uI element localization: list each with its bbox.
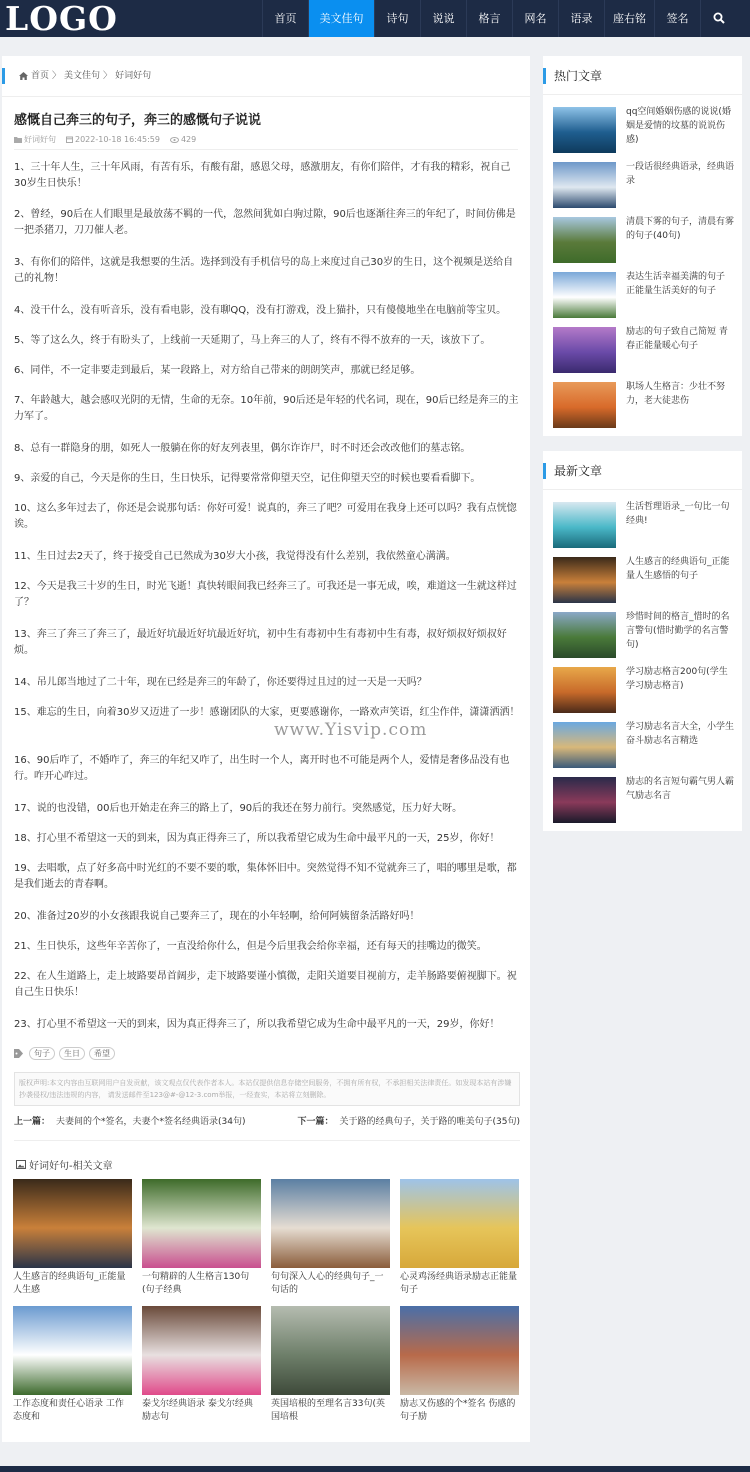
- footer-bar: [0, 1466, 750, 1472]
- latest-article-title[interactable]: 学习励志格言200句(学生学习励志格言): [626, 667, 728, 691]
- hot-article-title[interactable]: qq空间婚姻伤感的说说(婚姻是爱情的坟墓的说说伤感): [626, 107, 731, 145]
- hot-article-thumb[interactable]: [553, 107, 616, 153]
- paragraph: 11、生日过去2天了，终于接受自己已然成为30岁大小孩，我觉得没有什么差别，我依然童心满满。: [14, 551, 456, 562]
- hot-article-item[interactable]: [553, 217, 733, 263]
- next-label: 下一篇：: [297, 1117, 334, 1127]
- related-article-card[interactable]: [13, 1179, 132, 1297]
- paragraph: 1、三十年人生，三十年风雨，有苦有乐，有酸有甜，感恩父母，感激朋友，有你们陪伴，才有我的精彩，祝自己30岁生日快乐！: [14, 162, 511, 189]
- nav-item-meiwen[interactable]: 美文佳句: [308, 0, 374, 37]
- meta-views: [170, 135, 196, 144]
- latest-article-item[interactable]: [553, 777, 733, 823]
- watermark-text: www.Yisvip.com: [274, 720, 428, 740]
- latest-article-thumb[interactable]: [553, 612, 616, 658]
- paragraph: 6、同伴，不一定非要走到最后，某一段路上，对方给自己带来的朗朗笑声，那就已经足够。: [14, 365, 421, 376]
- related-article-title[interactable]: 励志又伤感的个*签名 伤感的句子励: [400, 1399, 516, 1422]
- paragraph: 4、没干什么，没有听音乐，没有看电影，没有聊QQ，没有打游戏，没上猫扑，只有傻傻地坐在电脑前等宝贝。: [14, 305, 507, 316]
- latest-article-item[interactable]: [553, 667, 733, 713]
- next-title: 关于路的经典句子，关于路的唯美句子(35句): [339, 1117, 520, 1127]
- latest-articles-title: 最新文章: [543, 463, 602, 479]
- article-container: [2, 56, 530, 1442]
- related-article-title[interactable]: 人生感言的经典语句_正能量人生感: [13, 1272, 126, 1295]
- breadcrumb-subcategory[interactable]: 好词好句: [115, 71, 152, 81]
- breadcrumb-separator: 〉: [103, 71, 113, 81]
- hot-article-thumb[interactable]: [553, 327, 616, 373]
- prev-article-link[interactable]: [14, 1114, 246, 1127]
- search-button[interactable]: [700, 0, 737, 37]
- latest-article-title[interactable]: 学习励志名言大全，小学生奋斗励志名言精选: [626, 722, 735, 746]
- hot-article-thumb[interactable]: [553, 162, 616, 208]
- related-article-image[interactable]: [13, 1179, 132, 1268]
- related-article-title[interactable]: 泰戈尔经典语录 泰戈尔经典励志句: [142, 1399, 253, 1422]
- paragraph: 13、奔三了奔三了奔三了，最近好坑最近好坑最近好坑，初中生有毒初中生有毒初中生有毒，叔好烦叔好烦叔好烦。: [14, 629, 507, 656]
- paragraph: 21、生日快乐，这些年辛苦你了，一直没给你什么，但是今后里我会给你幸福，还有每天的挂嘴边的微笑。: [14, 941, 487, 952]
- hot-article-item[interactable]: [553, 272, 733, 318]
- latest-article-title[interactable]: 生活哲理语录_一句比一句经典!: [626, 502, 730, 526]
- latest-article-title[interactable]: 珍惜时间的格言_惜时的名言警句(惜时勤学的名言警句): [626, 612, 730, 650]
- related-article-card[interactable]: [271, 1179, 390, 1297]
- paragraph: 3、有你们的陪伴，这就是我想要的生活。选择到没有手机信号的岛上来度过自己30岁的生日，这个视频是送给自己的礼物！: [14, 257, 514, 284]
- latest-article-thumb[interactable]: [553, 722, 616, 768]
- divider: [543, 489, 742, 490]
- divider: [14, 149, 518, 150]
- related-article-image[interactable]: [271, 1179, 390, 1268]
- divider: [14, 1140, 520, 1141]
- related-article-image[interactable]: [142, 1306, 261, 1395]
- paragraph: 16、90后咋了，不婚咋了，奔三的年纪又咋了，出生时一个人，离开时也不可能是两个人，爱情是奢侈品没有也行。咋开心咋过。: [14, 755, 510, 782]
- related-section-title: [16, 1157, 113, 1172]
- breadcrumb-home[interactable]: 首页: [31, 71, 50, 81]
- related-article-card[interactable]: [13, 1306, 132, 1424]
- meta-category[interactable]: [14, 134, 56, 145]
- paragraph: 22、在人生道路上，走上坡路要昂首阔步，走下坡路要谨小慎微，走阳关道要目视前方，走羊肠路要俯视脚下。祝自己生日快乐！: [14, 971, 517, 998]
- tag-item[interactable]: 希望: [89, 1047, 115, 1060]
- hot-article-item[interactable]: [553, 327, 733, 373]
- latest-article-thumb[interactable]: [553, 777, 616, 823]
- related-article-title[interactable]: 句句深入人心的经典句子_一句话的: [271, 1272, 384, 1295]
- paragraph: 10、这么多年过去了，你还是会说那句话：你好可爱！说真的，奔三了吧？可爱用在我身上还可以吗？我有点恍惚诶。: [14, 503, 517, 530]
- related-article-card[interactable]: [400, 1306, 519, 1424]
- latest-article-item[interactable]: [553, 557, 733, 603]
- search-icon: [713, 12, 725, 24]
- related-article-card[interactable]: [142, 1179, 261, 1297]
- paragraph: 23、打心里不希望这一天的到来，因为真正得奔三了，所以我希望它成为生命中最平凡的一天，29岁，你好！: [14, 1019, 500, 1030]
- paragraph: 15、难忘的生日，向着30岁又迈进了一步！感谢团队的大家，更要感谢你，一路欢声笑语，红尘作伴，潇潇洒洒！: [14, 707, 520, 718]
- paragraph: 12、今天是我三十岁的生日，时光飞逝！真快转眼间我已经奔三了。可我还是一事无成，唉，难道这一生就这样过了？: [14, 581, 517, 608]
- latest-article-title[interactable]: 人生感言的经典语句_正能量人生感悟的句子: [626, 557, 730, 581]
- related-article-image[interactable]: [13, 1306, 132, 1395]
- hot-article-item[interactable]: [553, 162, 733, 208]
- related-article-title[interactable]: 英国培根的至理名言33句(英国培根: [271, 1399, 385, 1422]
- related-article-image[interactable]: [271, 1306, 390, 1395]
- article-meta: [14, 134, 206, 145]
- paragraph: 8、总有一群隐身的朋，如死人一般躺在你的好友列表里，偶尔诈诈尸，时不时还会改改他们的墓志铭。: [14, 443, 471, 454]
- latest-article-item[interactable]: [553, 612, 733, 658]
- hot-articles-widget: [543, 56, 742, 436]
- latest-article-item[interactable]: [553, 502, 733, 548]
- hot-article-thumb[interactable]: [553, 217, 616, 263]
- nav-item-talk[interactable]: 说说: [420, 0, 466, 37]
- prev-title: 夫妻间的个*签名，夫妻个*签名经典语录(34句): [56, 1117, 246, 1127]
- paragraph: 2、曾经，90后在人们眼里是最放荡不羁的一代，忽然间犹如白驹过隙，90后也逐渐往奔三的年纪了，时间仿佛是一把杀猪刀，刀刀催人老。: [14, 209, 516, 236]
- latest-articles-widget: [543, 451, 742, 831]
- related-article-image[interactable]: [400, 1306, 519, 1395]
- nav-item-poems[interactable]: 诗句: [374, 0, 420, 37]
- site-logo[interactable]: LOGO: [5, 0, 118, 38]
- prev-label: 上一篇：: [14, 1117, 51, 1127]
- related-article-card[interactable]: [400, 1179, 519, 1297]
- paragraph: 17、说的也没错，00后也开始走在奔三的路上了，90后的我还在努力前行。突然感觉，压力好大呀。: [14, 803, 463, 814]
- hot-article-item[interactable]: [553, 382, 733, 428]
- latest-article-thumb[interactable]: [553, 557, 616, 603]
- folder-icon: [14, 136, 22, 143]
- breadcrumb-category[interactable]: 美文佳句: [64, 71, 101, 81]
- related-article-title[interactable]: 心灵鸡汤经典语录励志正能量句子: [400, 1272, 518, 1295]
- breadcrumb-separator: 〉: [52, 71, 62, 81]
- related-title-text: 好词好句-相关文章: [29, 1161, 113, 1172]
- hot-article-thumb[interactable]: [553, 382, 616, 428]
- nav-item-mottos[interactable]: 座右铭: [604, 0, 654, 37]
- tag-icon: [14, 1049, 25, 1058]
- next-article-link[interactable]: [298, 1114, 521, 1127]
- nav-item-nicknames[interactable]: 网名: [512, 0, 558, 37]
- hot-article-item[interactable]: [553, 107, 733, 153]
- main-nav: [262, 0, 737, 37]
- hot-article-title[interactable]: 清晨下雾的句子，清晨有雾的句子(40句): [626, 217, 735, 241]
- hot-article-thumb[interactable]: [553, 272, 616, 318]
- nav-item-home[interactable]: 首页: [262, 0, 308, 37]
- breadcrumb: [2, 68, 151, 84]
- related-article-card[interactable]: [142, 1306, 261, 1424]
- paragraph: 7、年龄越大，越会感叹光阴的无情，生命的无奈。10年前，90后还是年轻的代名词，现在，90后已经是奔三的主力军了。: [14, 395, 519, 422]
- meta-date: [66, 135, 160, 144]
- latest-article-thumb[interactable]: [553, 667, 616, 713]
- hot-article-title[interactable]: 表达生活幸福美满的句子 正能量生活美好的句子: [626, 272, 726, 296]
- meta-category-text: 好词好句: [24, 135, 56, 144]
- meta-date-text: 2022-10-18 16:45:59: [75, 135, 160, 144]
- meta-views-text: 429: [180, 135, 197, 144]
- paragraph: 9、亲爱的自己，今天是你的生日，生日快乐，记得要常常仰望天空，记住仰望天空的时候也要看看脚下。: [14, 473, 481, 484]
- paragraph: 14、吊儿郎当地过了二十年，现在已经是奔三的年龄了，你还要得过且过的过一天是一天吗？: [14, 677, 427, 688]
- latest-article-thumb[interactable]: [553, 502, 616, 548]
- eye-icon: [170, 137, 179, 143]
- paragraph: 19、去唱歌，点了好多高中时光红的不要不要的歌，集体怀旧中。突然觉得不知不觉就奔三了，唱的哪里是歌，都是我们逝去的青春啊。: [14, 863, 517, 890]
- hot-article-title[interactable]: 励志的句子致自己简短 青春正能量暖心句子: [626, 327, 728, 351]
- related-article-image[interactable]: [400, 1179, 519, 1268]
- divider: [543, 94, 742, 95]
- hot-article-title[interactable]: 职场人生格言：少壮不努力，老大徒悲伤: [626, 382, 726, 406]
- nav-item-signatures[interactable]: 签名: [654, 0, 700, 37]
- divider: [2, 96, 530, 97]
- hot-articles-title: 热门文章: [543, 68, 602, 84]
- latest-article-item[interactable]: [553, 722, 733, 768]
- tag-item[interactable]: 句子: [29, 1047, 55, 1060]
- home-icon: [19, 72, 28, 80]
- related-article-title[interactable]: 工作态度和责任心语录 工作态度和: [13, 1399, 124, 1422]
- nav-item-quotes[interactable]: 语录: [558, 0, 604, 37]
- paragraph: 5、等了这么久，终于有盼头了，上线前一天延期了，马上奔三的人了，终有不得不放弃的一天，该放下了。: [14, 335, 491, 346]
- paragraph: 20、准备过20岁的小女孩跟我说自己要奔三了，现在的小年轻啊，给何阿姨留条活路好吗！: [14, 911, 420, 922]
- calendar-icon: [66, 136, 73, 143]
- nav-item-maxims[interactable]: 格言: [466, 0, 512, 37]
- latest-article-title[interactable]: 励志的名言短句霸气男人霸气励志名言: [626, 777, 735, 801]
- tag-item[interactable]: 生日: [59, 1047, 85, 1060]
- article-title: 感慨自己奔三的句子，奔三的感慨句子说说: [14, 113, 262, 128]
- related-article-title[interactable]: 一句精辟的人生格言130句(句子经典: [142, 1272, 250, 1295]
- top-navbar: [0, 0, 750, 37]
- tag-list: [14, 1047, 115, 1060]
- hot-article-title[interactable]: 一段话很经典语录，经典语录: [626, 162, 735, 186]
- copyright-notice: 版权声明:本文内容由互联网用户自发贡献，该文观点仅代表作者本人。本站仅提供信息存储空间服务，不拥有所有权，不承担相关法律责任。如发现本站有涉嫌抄袭侵权/违法违规的内容， 请发送邮件至123@#-@12-3.com举报，一经查实，本站将立刻删除。: [14, 1072, 520, 1106]
- image-icon: [16, 1160, 26, 1169]
- paragraph: 18、打心里不希望这一天的到来，因为真正得奔三了，所以我希望它成为生命中最平凡的一天，25岁，你好！: [14, 833, 500, 844]
- related-article-card[interactable]: [271, 1306, 390, 1424]
- related-article-image[interactable]: [142, 1179, 261, 1268]
